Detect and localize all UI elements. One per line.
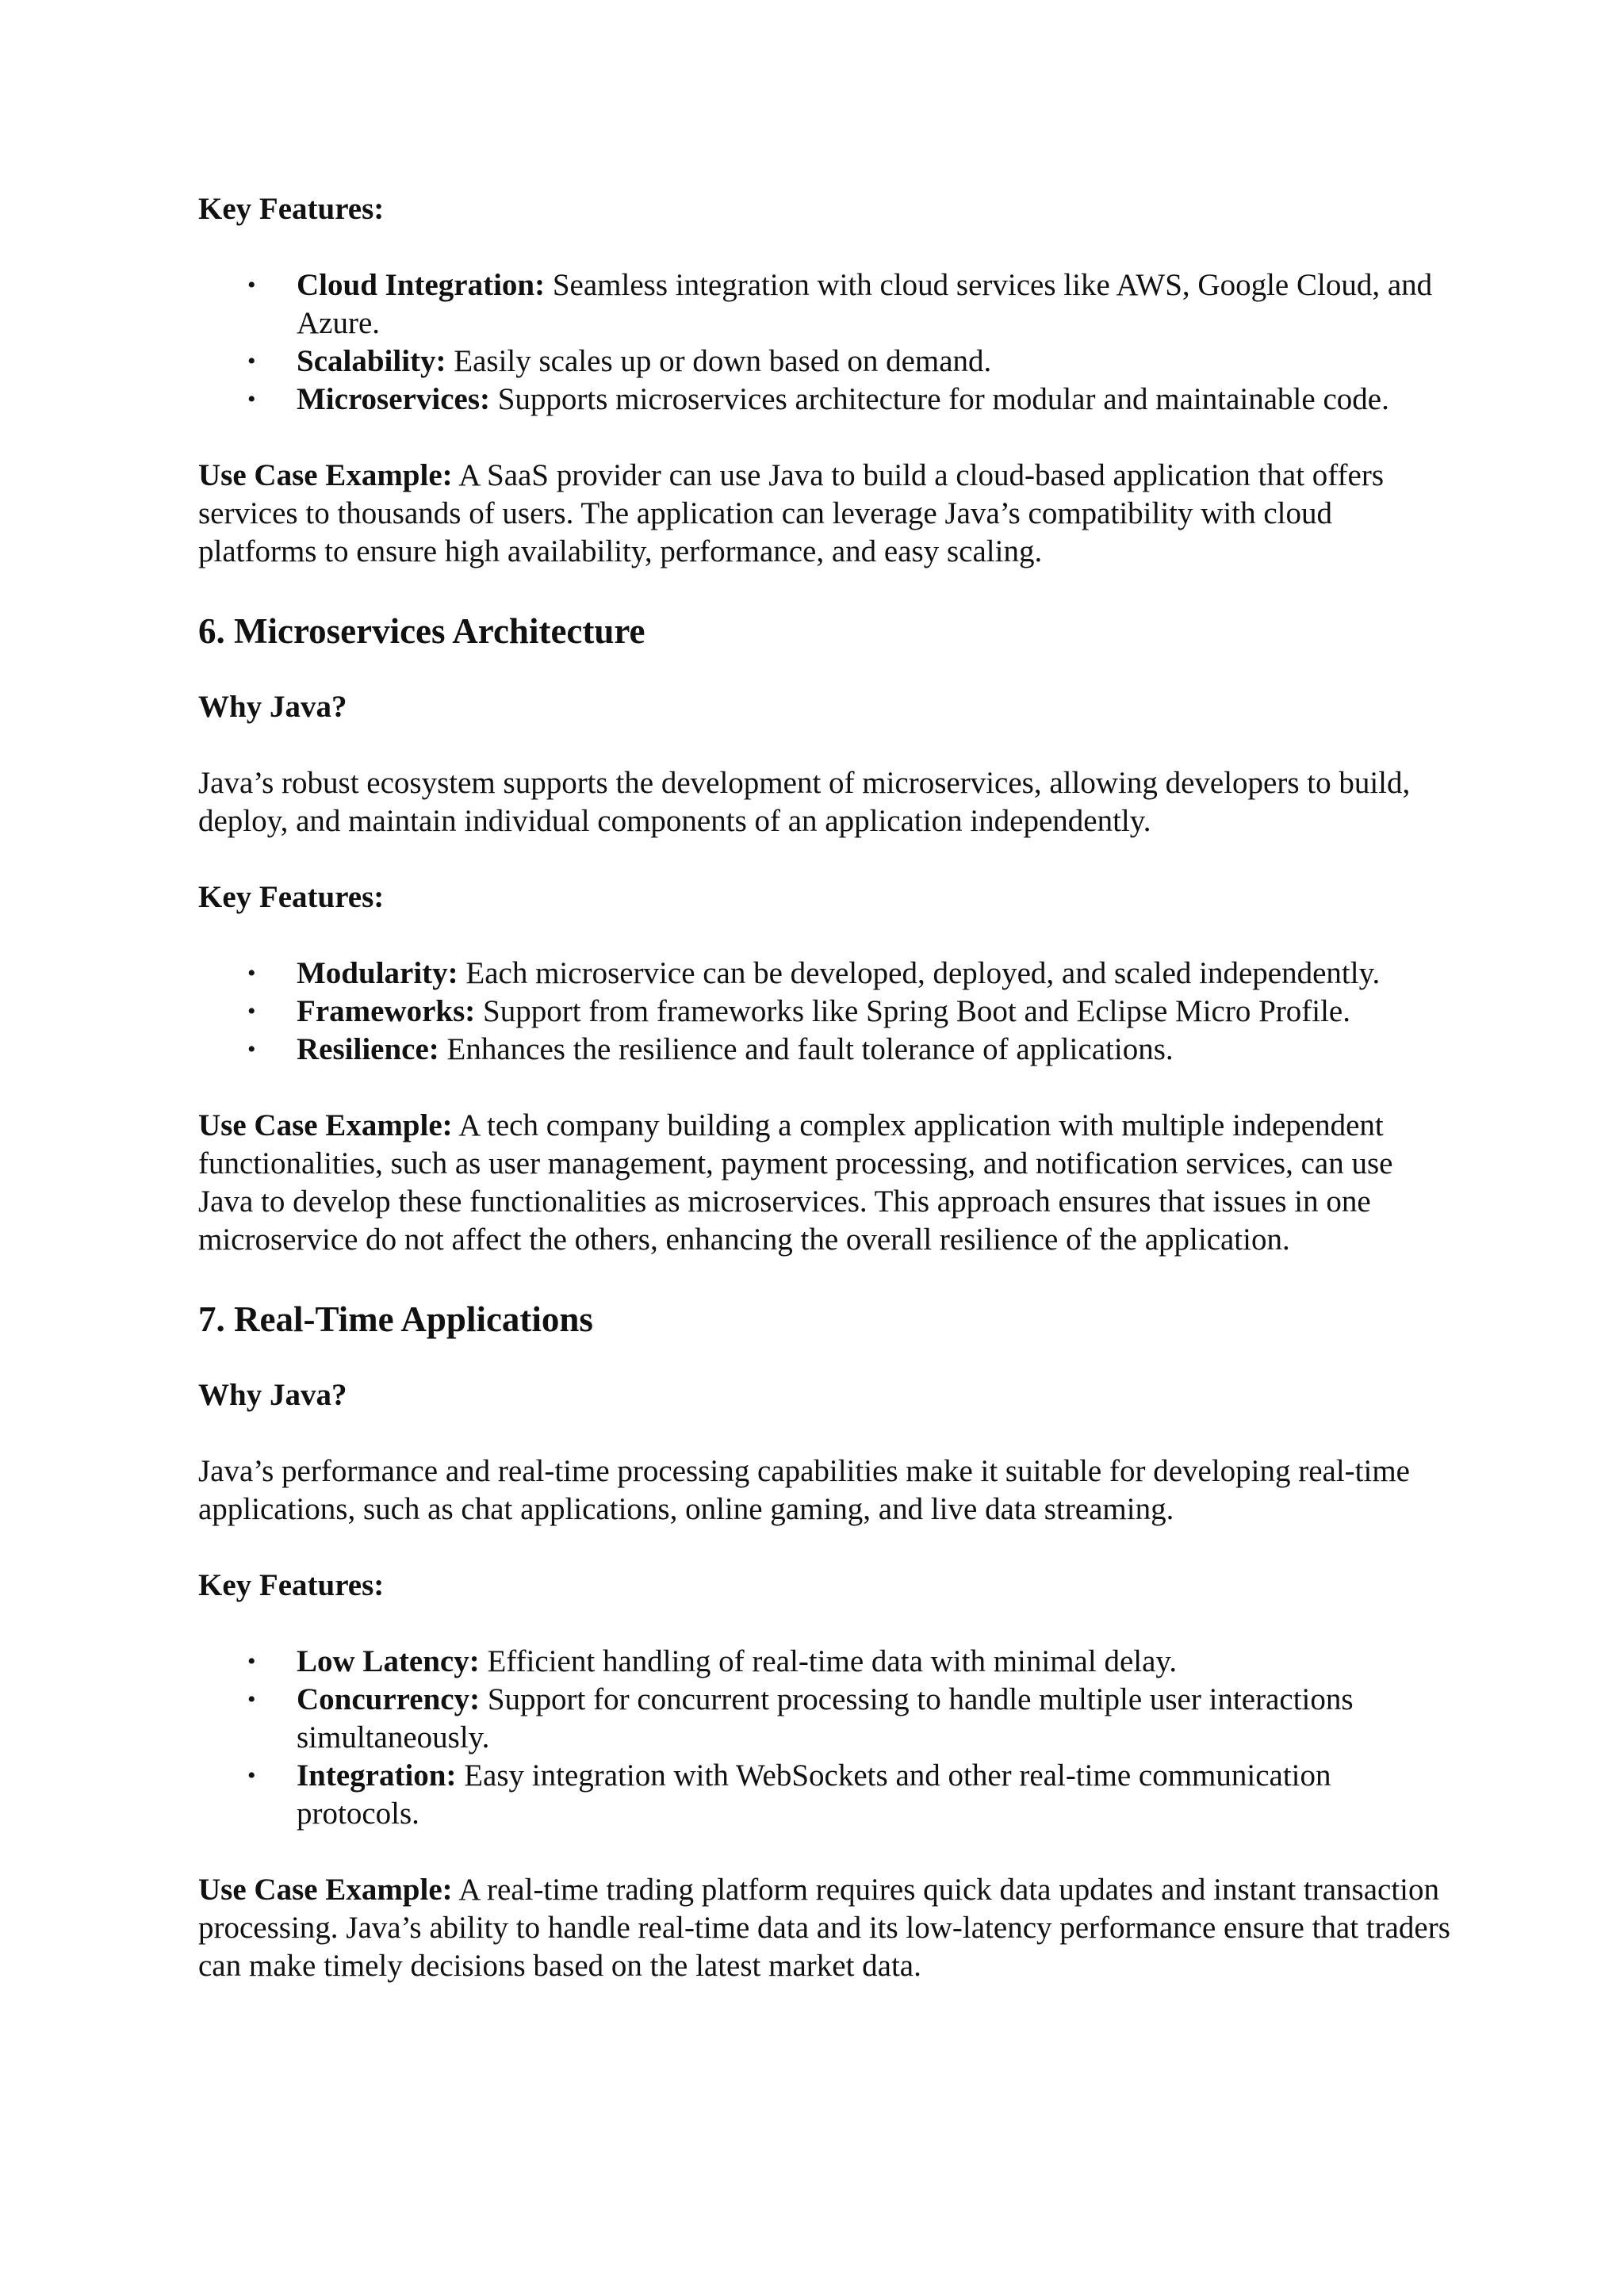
list-item [198, 342, 1451, 381]
bullet-icon: • [247, 960, 256, 986]
list-item [198, 1757, 1451, 1833]
use-case-paragraph [198, 1871, 1451, 1985]
bullet-icon: • [247, 1762, 256, 1789]
use-case-label: Use Case Example: [198, 458, 453, 492]
bullet-icon: • [247, 1686, 256, 1712]
feature-term: Integration: [297, 1758, 457, 1793]
feature-term: Frameworks: [297, 994, 476, 1028]
feature-term: Concurrency: [297, 1682, 481, 1716]
feature-term: Modularity: [297, 956, 458, 990]
key-features-label: Key Features: [198, 1568, 385, 1602]
bullet-icon: • [247, 998, 256, 1024]
feature-text: Easily scales up or down based on demand. [446, 344, 992, 378]
feature-term: Low Latency: [297, 1644, 480, 1678]
list-item [198, 1681, 1451, 1757]
why-java-label: Why Java? [198, 1378, 347, 1412]
key-features-label: Key Features: [198, 192, 385, 226]
bullet-icon: • [247, 272, 256, 298]
feature-term: Microservices: [297, 382, 490, 416]
list-item [198, 1643, 1451, 1681]
use-case-text: A SaaS provider can use Java to build a cloud-based application that offers services to thousands of users. The application can leverage Java’s compatibility with cloud platforms to ensure high availability, performance, and easy scaling. [198, 458, 1385, 568]
feature-list [198, 955, 1451, 1069]
section-heading: 6. Microservices Architecture [198, 611, 645, 651]
feature-text: Easy integration with WebSockets and other real-time communication protocols. [297, 1758, 1331, 1831]
feature-list [198, 1643, 1451, 1833]
use-case-paragraph [198, 1107, 1451, 1259]
bullet-icon: • [247, 1036, 256, 1062]
document-page [198, 190, 1451, 2023]
feature-text: Enhances the resilience and fault tolerance of applications. [439, 1032, 1174, 1066]
key-features-label: Key Features: [198, 880, 385, 914]
list-item [198, 993, 1451, 1031]
use-case-text: A tech company building a complex application with multiple independent functionalities, such as user management, payment processing, and notification services, can use Java to develop these functionalities as microservices. This approach ensures that issues in one microservice do not affect the others, enhancing the overall resilience of the application. [198, 1108, 1393, 1257]
bullet-icon: • [247, 1648, 256, 1674]
list-item [198, 955, 1451, 993]
section-heading: 7. Real-Time Applications [198, 1299, 593, 1339]
list-item [198, 1031, 1451, 1069]
feature-text: Seamless integration with cloud services like AWS, Google Cloud, and Azure. [297, 268, 1433, 340]
feature-term: Cloud Integration: [297, 268, 546, 302]
feature-text: Supports microservices architecture for modular and maintainable code. [489, 382, 1389, 416]
feature-text: Support from frameworks like Spring Boot and Eclipse Micro Profile. [475, 994, 1350, 1028]
feature-term: Resilience: [297, 1032, 439, 1066]
use-case-text: A real-time trading platform requires quick data updates and instant transaction processing. Java’s ability to handle real-time data and its low-latency performance ensure that traders can make timely decisions based on the latest market data. [198, 1873, 1450, 1983]
use-case-label: Use Case Example: [198, 1108, 453, 1142]
use-case-paragraph [198, 457, 1451, 571]
feature-text: Support for concurrent processing to handle multiple user interactions simultaneously. [297, 1682, 1354, 1755]
bullet-icon: • [247, 348, 256, 374]
feature-list [198, 266, 1451, 419]
use-case-label: Use Case Example: [198, 1873, 453, 1907]
list-item [198, 381, 1451, 419]
why-java-label: Why Java? [198, 690, 347, 724]
feature-text: Efficient handling of real-time data with minimal delay. [479, 1644, 1178, 1678]
feature-text: Each microservice can be developed, deployed, and scaled independently. [458, 956, 1381, 990]
bullet-icon: • [247, 386, 256, 412]
why-java-text: Java’s performance and real-time processing capabilities make it suitable for developing real-time applications, such as chat applications, online gaming, and live data streaming. [198, 1454, 1410, 1526]
why-java-text: Java’s robust ecosystem supports the development of microservices, allowing developers to build, deploy, and maintain individual components of an application independently. [198, 766, 1411, 838]
feature-term: Scalability: [297, 344, 446, 378]
list-item [198, 266, 1451, 342]
